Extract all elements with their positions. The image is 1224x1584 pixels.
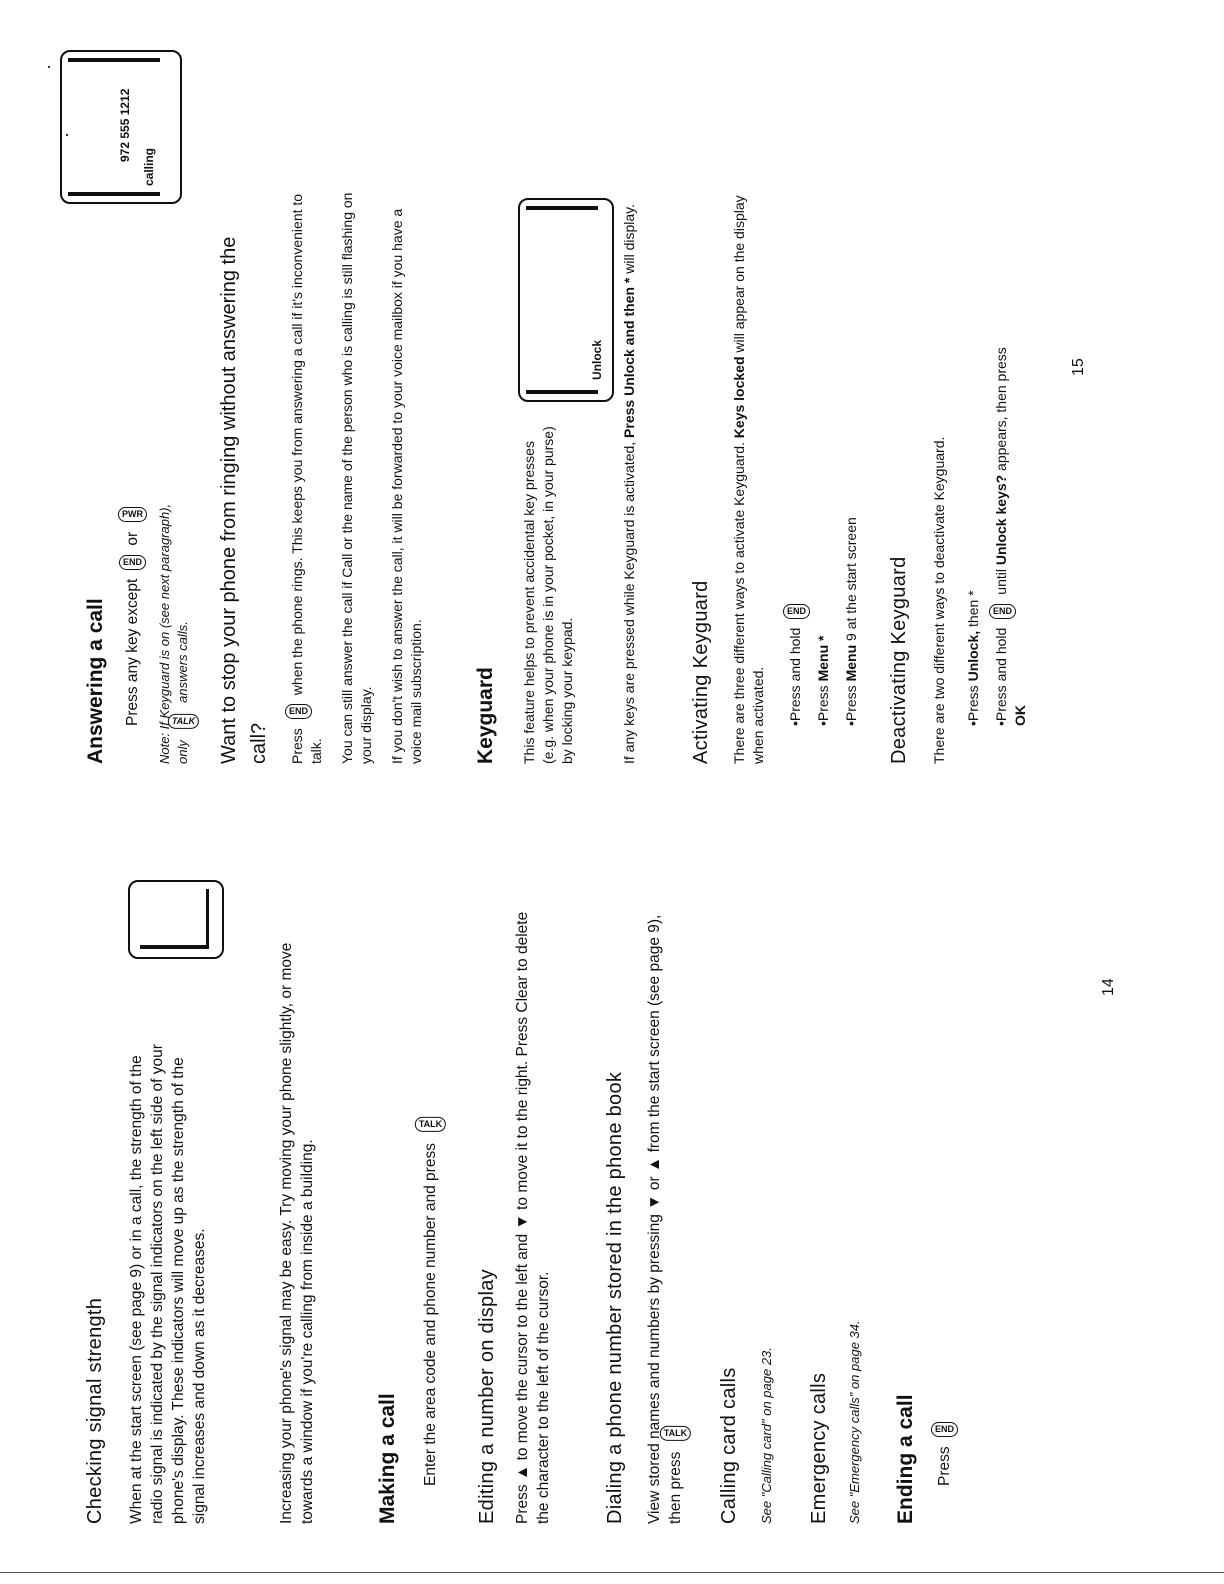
deactivating-text-box [930, 164, 949, 764]
heading-ending-call: Ending a call [894, 1394, 917, 1524]
page-number-15: 15 [1070, 358, 1087, 376]
heading-checking-signal: Checking signal strength [84, 1297, 106, 1524]
heading-editing-number: Editing a number on display [476, 1269, 498, 1524]
page-number-14: 14 [1100, 978, 1117, 996]
editing-text-box [512, 904, 554, 1524]
deactivating-bullet-2-a: •Press and hold [993, 627, 1009, 726]
end-key-icon: END [931, 1422, 958, 1437]
calling-display-number: 972 555 1212 [118, 88, 132, 162]
activating-bullet-3-b: Menu [843, 644, 859, 682]
heading-emergency-calls: Emergency calls [808, 1372, 830, 1524]
heading-calling-card: Calling card calls [718, 1367, 740, 1524]
deactivating-bullet-1-a: •Press [965, 685, 981, 726]
heading-activating-keyguard: Activating Keyguard [690, 580, 712, 764]
heading-deactivating-keyguard: Deactivating Keyguard [888, 556, 910, 764]
end-key-icon: END [285, 704, 312, 719]
deactivating-bullet-1-b: Unlock, [965, 630, 981, 682]
section-signal-strength [84, 884, 107, 1524]
activating-bullet-3-a: •Press [843, 685, 859, 726]
section-keyguard [474, 104, 498, 764]
editing-text: Press ▲ to move the cursor to the left and ▼ to move it to the right. Press Clear to delete the character to the left of the cursor. [514, 911, 552, 1524]
talk-key-icon: TALK [660, 1425, 691, 1440]
making-call-text-box [420, 884, 441, 1486]
section-activating-keyguard [690, 104, 713, 764]
deactivating-bullet-2-c: Unlock keys? [993, 474, 1009, 566]
heading-stop-ringing: Want to stop your phone from ringing without answering the call? [218, 236, 270, 764]
keyguard-paragraph-2-box [620, 184, 639, 764]
calling-display-status: calling [142, 147, 156, 186]
calling-card-note: See "Calling card" on page 23. [759, 1347, 774, 1524]
ringing-p1-b: when the phone rings. This keeps you from answering a call if it's inconvenient to talk. [289, 193, 324, 764]
section-stop-ringing [214, 204, 274, 764]
ending-text-box [934, 884, 955, 1486]
heading-dialing-phone-book: Dialing a phone number stored in the phone book [604, 1071, 626, 1524]
deactivating-bullet-1-box [964, 104, 983, 764]
deactivating-bullet-2-d: appears, then press [993, 347, 1009, 471]
dialing-text-box [644, 904, 686, 1524]
activating-bullet-3-box [842, 104, 861, 764]
activating-bullet-2-b: Menu * [815, 635, 831, 682]
section-emergency [808, 884, 831, 1524]
activating-p1-c: will appear on the display when activated. [731, 195, 766, 764]
signal-paragraph-2-box [276, 904, 318, 1524]
section-dialing [604, 884, 627, 1524]
talk-key-icon: TALK [415, 1117, 446, 1132]
section-deactivating-keyguard [888, 104, 911, 764]
power-key-icon: PWR [118, 507, 147, 522]
page-15 [0, 88, 1224, 764]
activating-bullet-1: •Press and hold [787, 627, 803, 726]
section-editing-number [476, 884, 499, 1524]
deactivating-bullet-1-c: then * [965, 590, 981, 627]
calling-display-icon [60, 50, 182, 204]
signal-paragraph-1: When at the start screen (see page 9) or in a call, the strength of the radio signal is indicated by the signal indicators on the left side of your phone's display. These indicators will move up as the strength of the signal increases and down as it decreases. [128, 1044, 208, 1524]
activating-p1-a: There are three different ways to activate Keyguard. [731, 442, 747, 764]
end-key-icon: END [783, 604, 810, 619]
scan-speck [66, 134, 68, 136]
page-14 [0, 884, 1224, 1524]
deactivating-bullet-2-e: OK [1012, 705, 1028, 726]
activating-p1-b: Keys locked [731, 356, 747, 439]
signal-paragraph-2: Increasing your phone's signal may be easy. Try moving your phone slightly, or move towards a window if you're calling from inside a building. [278, 942, 316, 1524]
scan-speck [48, 66, 50, 68]
emergency-note-box [846, 884, 864, 1524]
signal-display-icon [128, 880, 224, 959]
activating-bullet-2-box [814, 104, 833, 764]
unlock-display-icon [518, 198, 614, 402]
heading-keyguard: Keyguard [474, 667, 497, 764]
ringing-paragraph-3: If you don't wish to answer the call, it will be forwarded to your voice mailbox if you have a voice mail subscription. [389, 208, 424, 764]
keyguard-p2-a: If any keys are pressed while Keyguard is activated, [621, 441, 637, 764]
section-calling-card [718, 884, 741, 1524]
answering-or: or [124, 531, 141, 546]
signal-paragraph-1-box [126, 1024, 210, 1524]
talk-key-icon: TALK [168, 714, 199, 729]
activating-text-box [730, 164, 768, 764]
ringing-paragraph-2: You can still answer the call if Call or the name of the person who is calling is still flashing on your display. [339, 192, 374, 764]
deactivating-bullet-2-box [992, 144, 1030, 764]
keyguard-p2-b: Press Unlock and then * [621, 277, 637, 438]
emergency-note: See "Emergency calls" on page 34. [847, 1320, 862, 1524]
activating-bullet-2-a: •Press [815, 685, 831, 726]
activating-bullet-1-box [786, 104, 805, 764]
keyguard-paragraph-1: This feature helps to prevent accidental key presses (e.g. when your phone is in your pocket, in your purse) by locking your keypad. [521, 426, 575, 764]
keyguard-p2-c: will display. [621, 204, 637, 274]
dialing-text: View stored names and numbers by pressing ▼ or ▲ from the start screen (see page 9), then press [646, 914, 684, 1524]
answering-note-box [156, 304, 196, 764]
unlock-display-label: Unlock [590, 339, 604, 380]
keyguard-paragraph-1-box [520, 424, 577, 764]
calling-card-note-box [758, 884, 776, 1524]
heading-making-call: Making a call [376, 1393, 399, 1524]
ending-text: Press [936, 1446, 953, 1486]
answering-note-b: answers calls. [175, 621, 190, 703]
deactivating-text: There are two different ways to deactivate Keyguard. [931, 436, 947, 764]
making-call-text: Enter the area code and phone number and press [422, 1143, 439, 1486]
section-ending-call [894, 884, 918, 1524]
heading-answering-call: Answering a call [84, 598, 107, 764]
ringing-paragraph-2-box [338, 184, 376, 764]
activating-bullet-3-c: 9 at the start screen [843, 517, 859, 641]
end-key-icon: END [119, 555, 146, 570]
deactivating-bullet-2-b: until [993, 569, 1009, 595]
section-making-call [376, 884, 400, 1524]
scan-bottom-rule [0, 1572, 1224, 1573]
ringing-paragraph-3-box [388, 184, 426, 764]
ringing-p1-a: Press [289, 728, 305, 764]
answering-note-a: Note: If Keyguard is on (see next paragraph), [157, 503, 172, 764]
answering-text: Press any key except [124, 578, 141, 726]
ringing-paragraph-1-box [288, 184, 326, 764]
end-key-icon: END [989, 604, 1016, 619]
answering-note-only: only [175, 740, 190, 764]
